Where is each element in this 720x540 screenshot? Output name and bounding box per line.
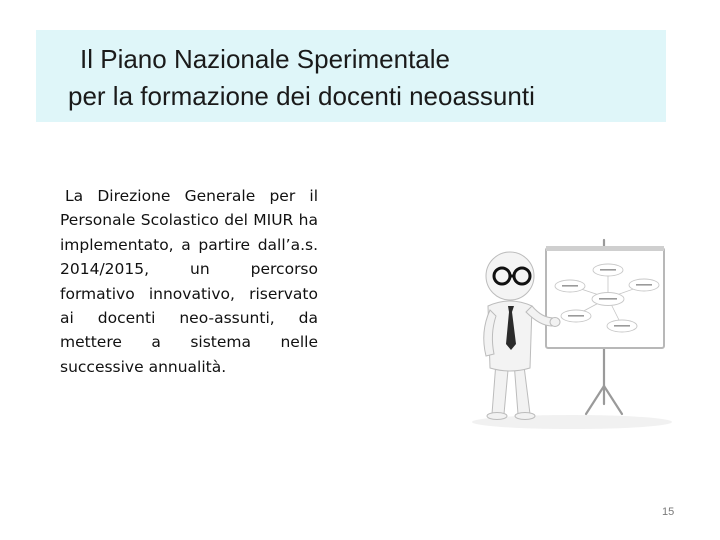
slide-title-line-2: per la formazione dei docenti neoassunti: [68, 81, 535, 111]
page-number: 15: [662, 506, 675, 518]
body-paragraph: La Direzione Generale per il Personale Scolastico del MIUR ha implementato, a partire dall’a.s. 2014/2015, un percorso formativo innovativo, riservato ai docenti neo-assunti, da mettere a sistema nelle successive annualità.: [60, 187, 318, 376]
presenter-with-flipchart-icon: [462, 236, 682, 432]
slide-title-line-1: Il Piano Nazionale Sperimentale: [80, 44, 450, 74]
title-banner: [36, 30, 666, 122]
body-paragraph-block: [60, 184, 318, 379]
